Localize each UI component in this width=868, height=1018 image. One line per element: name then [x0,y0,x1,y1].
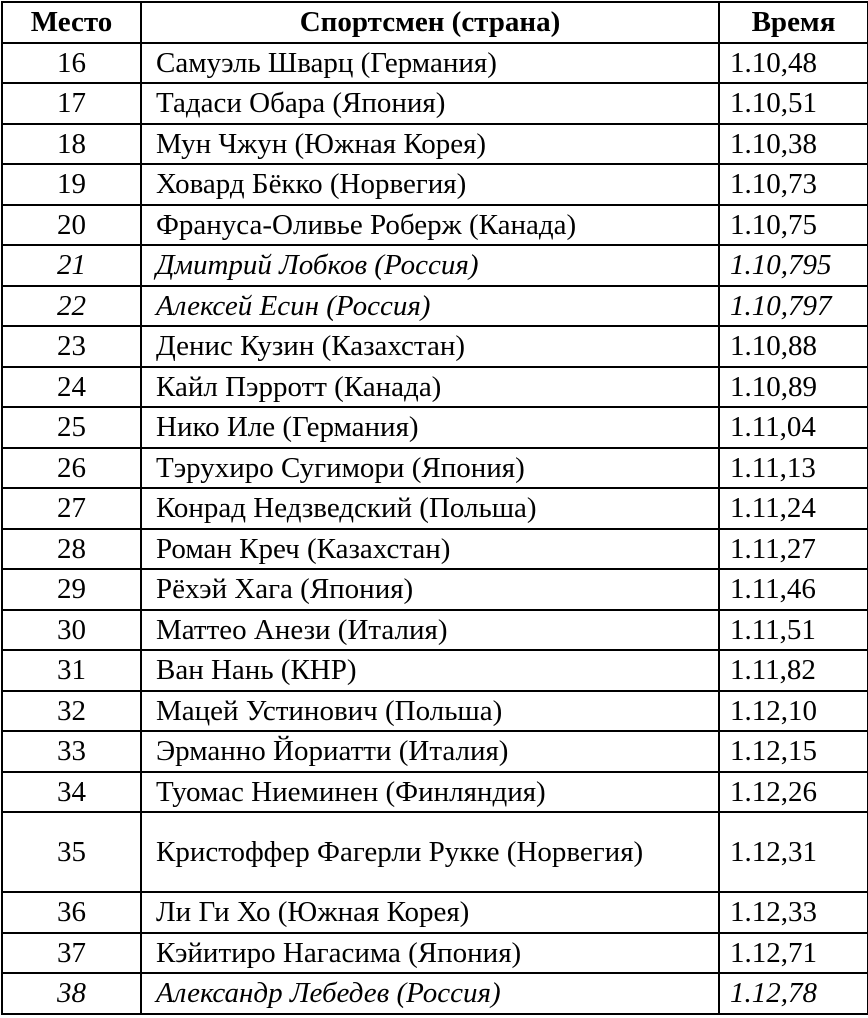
athlete-cell: Кристоффер Фагерли Рукке (Норвегия) [141,812,719,892]
table-row [2,610,868,651]
time-cell: 1.10,75 [719,205,868,246]
athlete-cell: Туомас Ниеминен (Финляндия) [141,772,719,813]
athlete-cell: Тадаси Обара (Япония) [141,83,719,124]
table-row [2,43,868,84]
table-row [2,569,868,610]
athlete-cell: Нико Иле (Германия) [141,407,719,448]
table-row [2,326,868,367]
time-cell: 1.10,795 [719,245,868,286]
place-cell: 35 [2,812,141,892]
header-place: Место [2,2,141,43]
place-cell: 16 [2,43,141,84]
time-cell: 1.10,89 [719,367,868,408]
time-cell: 1.12,15 [719,731,868,772]
time-cell: 1.10,48 [719,43,868,84]
place-cell: 17 [2,83,141,124]
table-row [2,772,868,813]
athlete-cell: Ван Нань (КНР) [141,650,719,691]
place-cell: 23 [2,326,141,367]
place-cell: 22 [2,286,141,327]
time-cell: 1.11,24 [719,488,868,529]
place-cell: 33 [2,731,141,772]
place-cell: 34 [2,772,141,813]
table-row [2,205,868,246]
time-cell: 1.12,31 [719,812,868,892]
place-cell: 36 [2,892,141,933]
table-row [2,933,868,974]
athlete-cell: Ховард Бёкко (Норвегия) [141,164,719,205]
table-row [2,164,868,205]
time-cell: 1.11,13 [719,448,868,489]
place-cell: 20 [2,205,141,246]
athlete-cell: Кайл Пэрротт (Канада) [141,367,719,408]
time-cell: 1.10,797 [719,286,868,327]
table-row [2,448,868,489]
time-cell: 1.11,51 [719,610,868,651]
table-row [2,407,868,448]
time-cell: 1.11,82 [719,650,868,691]
athlete-cell: Мун Чжун (Южная Корея) [141,124,719,165]
table-row [2,529,868,570]
athlete-cell: Александр Лебедев (Россия) [141,973,719,1014]
place-cell: 30 [2,610,141,651]
place-cell: 25 [2,407,141,448]
athlete-cell: Мацей Устинович (Польша) [141,691,719,732]
time-cell: 1.10,38 [719,124,868,165]
athlete-cell: Роман Креч (Казахстан) [141,529,719,570]
results-table [1,1,868,1015]
place-cell: 19 [2,164,141,205]
table-row [2,691,868,732]
table-row [2,731,868,772]
table-row [2,83,868,124]
header-athlete: Спортсмен (страна) [141,2,719,43]
table-row [2,812,868,892]
place-cell: 27 [2,488,141,529]
place-cell: 26 [2,448,141,489]
header-time: Время [719,2,868,43]
time-cell: 1.11,27 [719,529,868,570]
place-cell: 32 [2,691,141,732]
time-cell: 1.12,71 [719,933,868,974]
table-row [2,367,868,408]
athlete-cell: Рёхэй Хага (Япония) [141,569,719,610]
athlete-cell: Тэрухиро Сугимори (Япония) [141,448,719,489]
time-cell: 1.10,88 [719,326,868,367]
table-header [2,2,868,43]
place-cell: 29 [2,569,141,610]
header-row [2,2,868,43]
time-cell: 1.12,26 [719,772,868,813]
athlete-cell: Кэйитиро Нагасима (Япония) [141,933,719,974]
table-row [2,488,868,529]
place-cell: 18 [2,124,141,165]
time-cell: 1.10,73 [719,164,868,205]
place-cell: 28 [2,529,141,570]
place-cell: 21 [2,245,141,286]
athlete-cell: Денис Кузин (Казахстан) [141,326,719,367]
place-cell: 38 [2,973,141,1014]
athlete-cell: Маттео Анези (Италия) [141,610,719,651]
athlete-cell: Алексей Есин (Россия) [141,286,719,327]
time-cell: 1.11,46 [719,569,868,610]
athlete-cell: Дмитрий Лобков (Россия) [141,245,719,286]
table-row [2,892,868,933]
table-row [2,650,868,691]
time-cell: 1.12,78 [719,973,868,1014]
athlete-cell: Эрманно Йориатти (Италия) [141,731,719,772]
time-cell: 1.12,10 [719,691,868,732]
table-row [2,286,868,327]
time-cell: 1.10,51 [719,83,868,124]
place-cell: 24 [2,367,141,408]
table-row [2,124,868,165]
table-body [2,43,868,1014]
place-cell: 37 [2,933,141,974]
athlete-cell: Ли Ги Хо (Южная Корея) [141,892,719,933]
athlete-cell: Франуса-Оливье Роберж (Канада) [141,205,719,246]
place-cell: 31 [2,650,141,691]
time-cell: 1.12,33 [719,892,868,933]
time-cell: 1.11,04 [719,407,868,448]
athlete-cell: Самуэль Шварц (Германия) [141,43,719,84]
athlete-cell: Конрад Недзведский (Польша) [141,488,719,529]
table-row [2,973,868,1014]
table-row [2,245,868,286]
